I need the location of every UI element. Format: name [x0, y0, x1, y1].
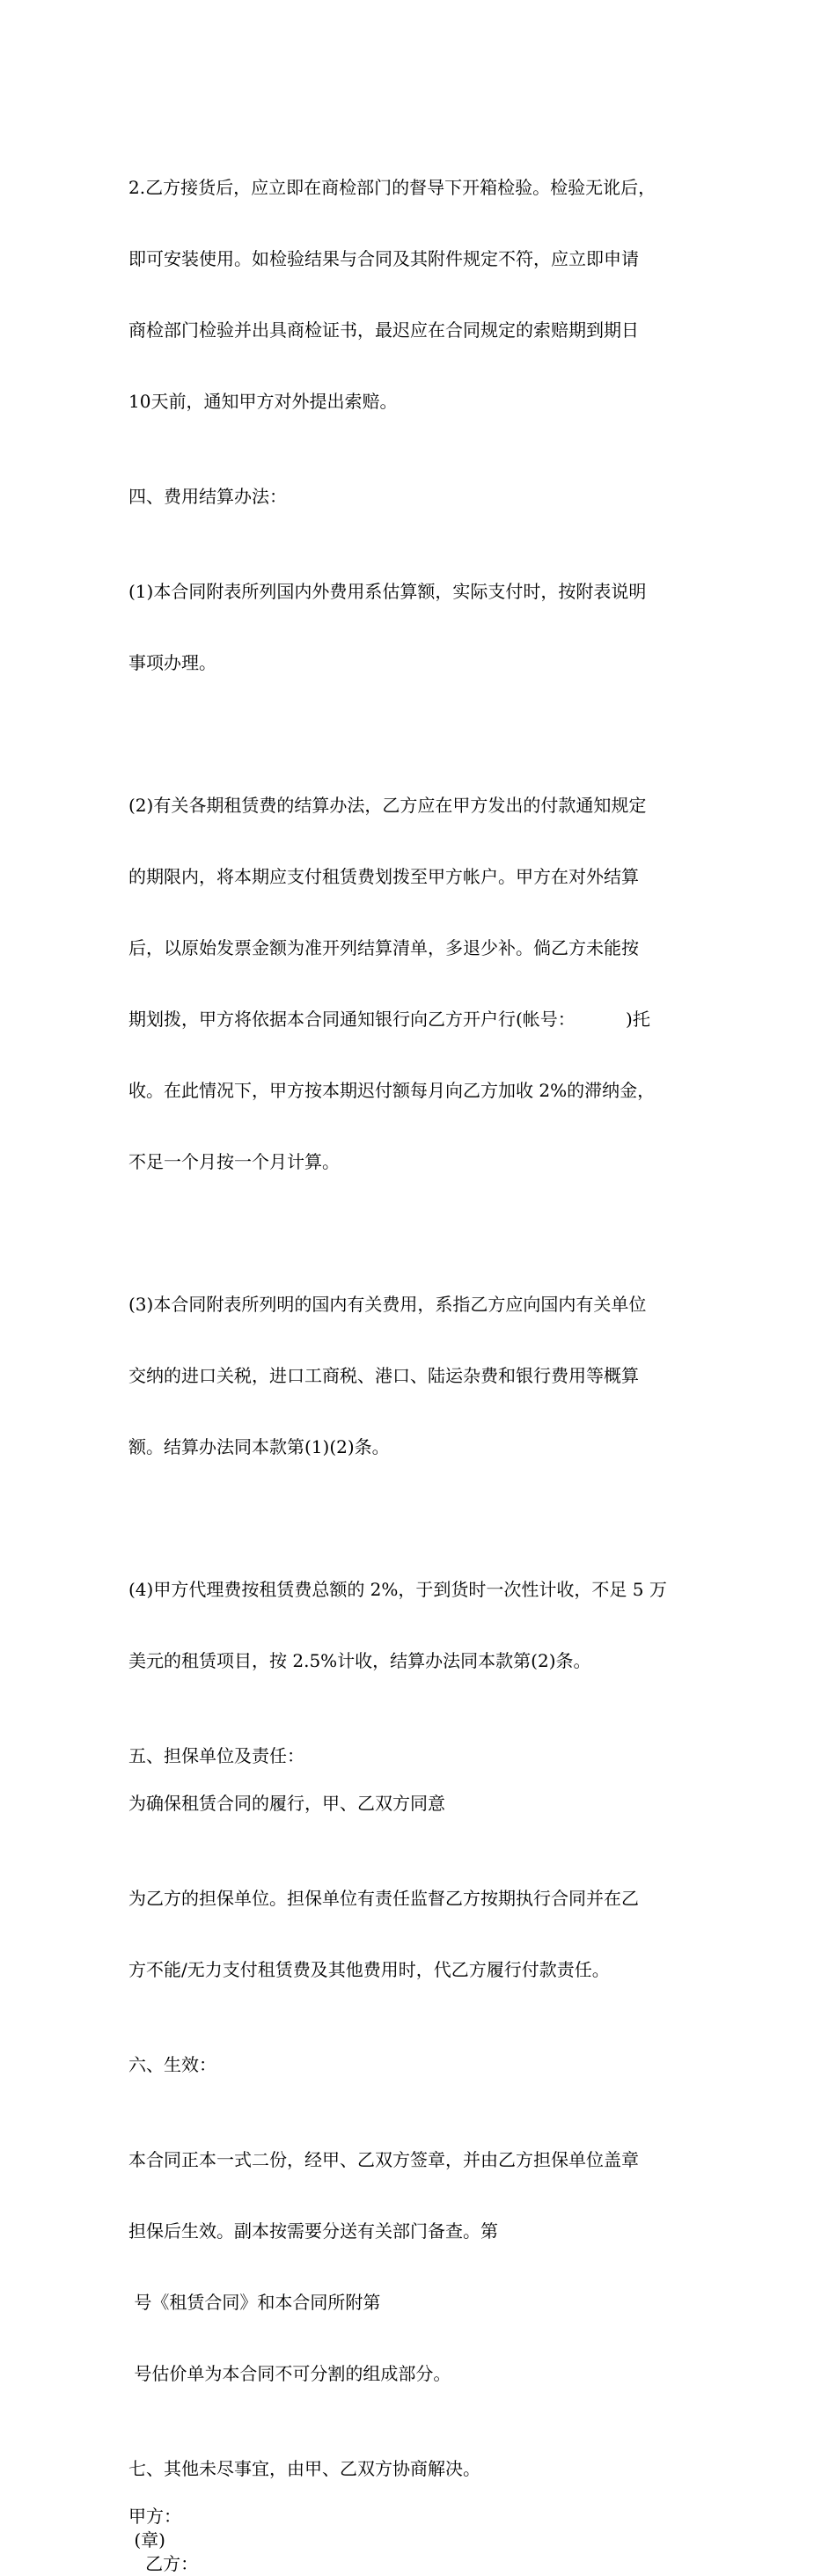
text-line: (3)本合同附表所列明的国内有关费用，系指乙方应向国内有关单位 — [128, 1294, 647, 1315]
text-line: 号《租赁合同》和本合同所附第 — [128, 2292, 381, 2313]
section-4-item-2 — [128, 746, 718, 1222]
section-7: 七、其他未尽事宜，由甲、乙双方协商解决。 — [128, 2458, 480, 2479]
text-line: (4)甲方代理费按租赁费总额的 2%，于到货时一次性计收，不足 5 万 — [128, 1579, 667, 1600]
text-line: 额。结算办法同本款第(1)(2)条。 — [128, 1436, 390, 1457]
signature-block — [128, 2505, 718, 2576]
text-line: 为乙方的担保单位。担保单位有责任监督乙方按期执行合同并在乙 — [128, 1888, 639, 1909]
text-line: (2)有关各期租赁费的结算办法，乙方应在甲方发出的付款通知规定 — [128, 795, 647, 816]
contract-page — [128, 128, 718, 2576]
party-b-label: 乙方： — [128, 2553, 199, 2574]
section-4-item-4 — [128, 1530, 718, 1721]
text-line: 本合同正本一式二份，经甲、乙双方签章，并由乙方担保单位盖章 — [128, 2149, 639, 2170]
seal-label: (章) — [128, 2529, 165, 2550]
text-line: 的期限内，将本期应支付租赁费划拨至甲方帐户。甲方在对外结算 — [128, 866, 639, 887]
text-line: (1)本合同附表所列国内外费用系估算额，实际支付时，按附表说明 — [128, 581, 647, 602]
text-line: 担保后生效。副本按需要分送有关部门备查。第 — [128, 2220, 498, 2242]
section-5-paragraph-1: 为确保租赁合同的履行，甲、乙双方同意 — [128, 1793, 445, 1814]
text-line: 不足一个月按一个月计算。 — [128, 1151, 340, 1172]
section-4-heading: 四、费用结算办法： — [128, 486, 287, 507]
text-line: 方不能/无力支付租赁费及其他费用时，代乙方履行付款责任。 — [128, 1959, 610, 1980]
text-line: 2.乙方接货后，应立即在商检部门的督导下开箱检验。检验无讹后， — [128, 177, 656, 198]
section-5-paragraph-2 — [128, 1839, 718, 2029]
text-line: 事项办理。 — [128, 652, 216, 673]
section-4-item-1 — [128, 532, 718, 723]
section-6-paragraph — [128, 2101, 718, 2433]
text-line: 后，以原始发票金额为准开列结算清单，多退少补。倘乙方未能按 — [128, 937, 639, 958]
text-line: 交纳的进口关税，进口工商税、港口、陆运杂费和银行费用等概算 — [128, 1365, 639, 1386]
text-line: 10天前，通知甲方对外提出索赔。 — [128, 391, 398, 412]
section-6-heading: 六、生效： — [128, 2054, 216, 2075]
text-line: 期划拨，甲方将依据本合同通知银行向乙方开户行(帐号： )托 — [128, 1009, 650, 1030]
text-line: 号估价单为本合同不可分割的组成部分。 — [128, 2363, 451, 2384]
text-line: 即可安装使用。如检验结果与合同及其附件规定不符，应立即申请 — [128, 248, 639, 269]
text-line: 收。在此情况下，甲方按本期迟付额每月向乙方加收 2%的滞纳金， — [128, 1080, 656, 1101]
text-line: 商检部门检验并出具商检证书，最迟应在合同规定的索赔期到期日 — [128, 319, 639, 341]
clause-2-paragraph — [128, 128, 718, 461]
text-line: 美元的租赁项目，按 2.5%计收，结算办法同本款第(2)条。 — [128, 1650, 591, 1671]
section-4-item-3 — [128, 1245, 718, 1507]
section-5-heading: 五、担保单位及责任： — [128, 1745, 304, 1766]
party-a-label: 甲方： — [128, 2506, 181, 2527]
